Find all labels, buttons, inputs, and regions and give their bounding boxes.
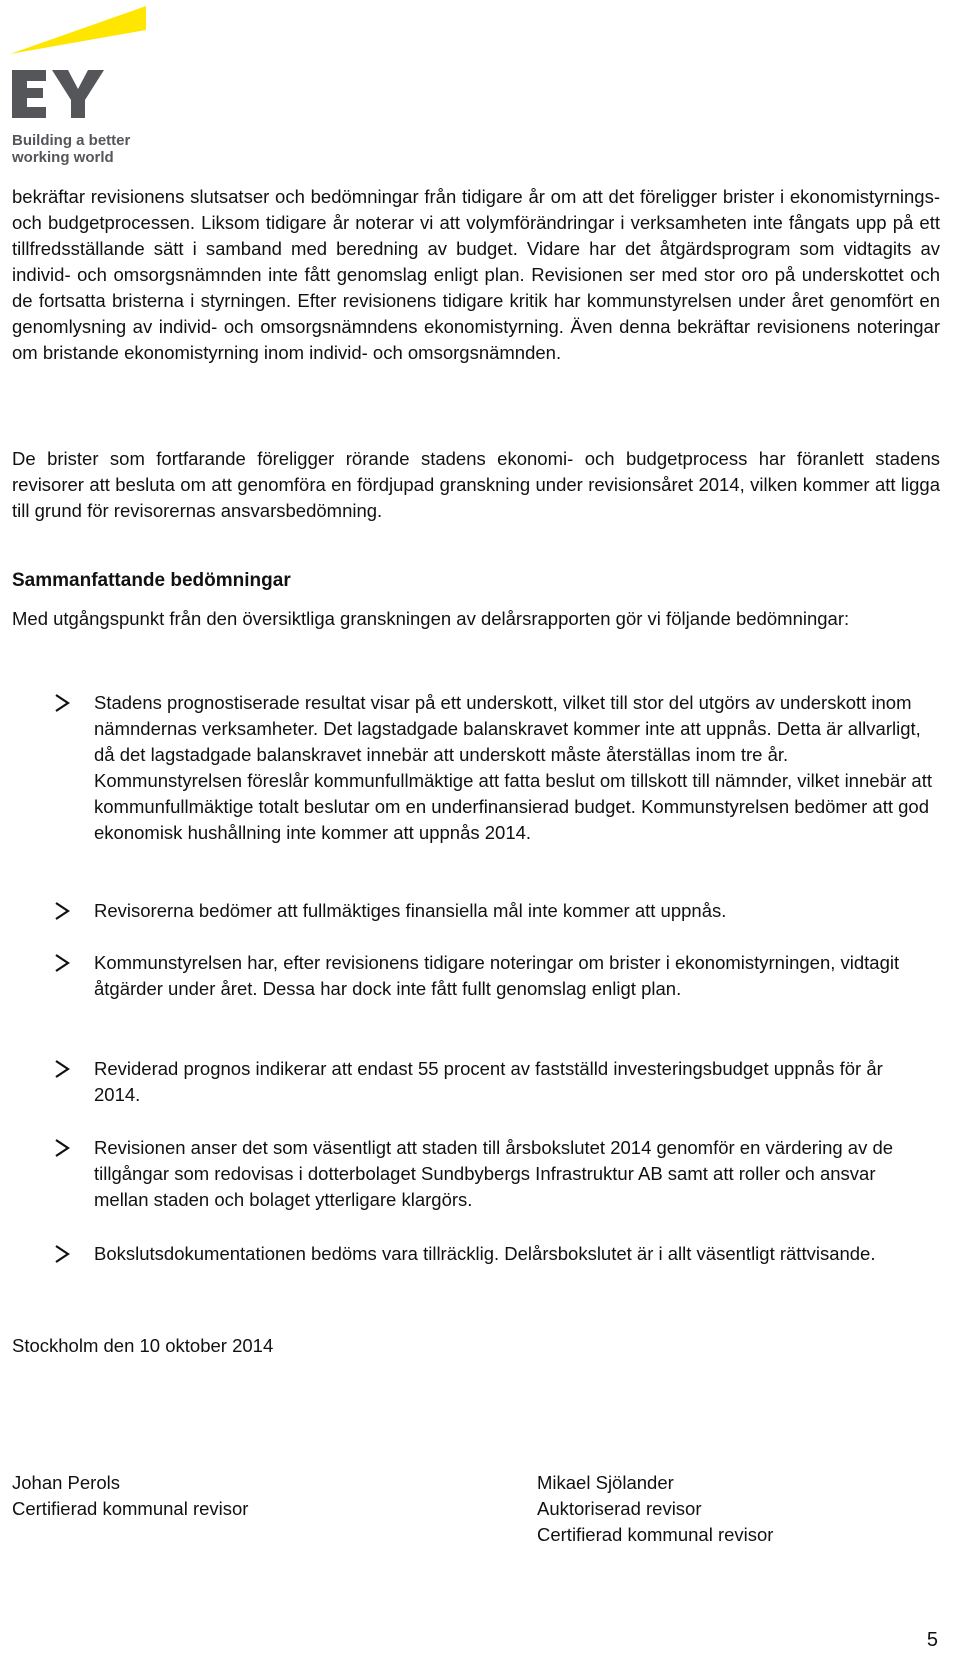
list-item-text: Revisorerna bedömer att fullmäktiges finansiella mål inte kommer att uppnås. (94, 900, 727, 921)
arrowhead-bullet-icon (54, 1060, 70, 1078)
ey-logo-mark (10, 4, 160, 124)
list-item-text: Reviderad prognos indikerar att endast 55 procent av fastställd investeringsbudget uppnås för år 2014. (94, 1058, 883, 1105)
list-item-text: Kommunstyrelsen har, efter revisionens tidigare noteringar om brister i ekonomistyrningen, vidtagit åtgärder under året. Dessa har dock inte fått fullt genomslag enligt plan. (94, 952, 900, 999)
ey-tagline-line2: working world (12, 149, 114, 166)
signatory-title: Certifierad kommunal revisor (537, 1524, 774, 1545)
ey-logo-letter-y (52, 70, 104, 118)
list-item-text: Stadens prognostiserade resultat visar på ett underskott, vilket till stor del utgörs av underskott inom nämndernas verksamheter. Det lagstadgade balanskravet kommer inte att uppnås. Detta är allvarligt, då det lagstadgade balanskravet innebär att underskott måste återställas inom tre år. Kommunstyrelsen föreslår kommunfullmäktige att fatta beslut om tillskott till nämnder, vilket innebär att kommunfullmäktige totalt beslutar om en underfinansierad budget. Kommunstyrelsen bedömer att god ekonomisk hushållning inte kommer att uppnås 2014. (94, 692, 932, 843)
arrowhead-bullet-icon (54, 1245, 70, 1263)
list-item-text: Bokslutsdokumentationen bedöms vara tillräcklig. Delårsbokslutet är i allt väsentligt rättvisande. (94, 1243, 876, 1264)
ey-tagline-line1: Building a better (12, 132, 131, 149)
list-item-text: Revisionen anser det som väsentligt att staden till årsbokslutet 2014 genomför en värdering av de tillgångar som redovisas i dotterbolaget Sundbybergs Infrastruktur AB samt att roller och ansvar mellan staden och bolaget ytterligare klargörs. (94, 1137, 894, 1210)
ey-logo (10, 4, 160, 168)
arrowhead-bullet-icon (54, 694, 70, 712)
ey-logo-tagline (12, 132, 130, 166)
ey-logo-beam (10, 6, 146, 54)
signatory-name: Johan Perols (12, 1472, 120, 1493)
summary-intro: Med utgångspunkt från den översiktliga granskningen av delårsrapporten gör vi följande bedömningar: (12, 608, 850, 629)
list-item (58, 1241, 938, 1267)
ey-logo-graphic (10, 4, 160, 124)
list-item (58, 690, 938, 846)
place-date: Stockholm den 10 oktober 2014 (12, 1335, 274, 1356)
signatory-name: Mikael Sjölander (537, 1472, 674, 1493)
list-item (58, 1056, 938, 1108)
page-number: 5 (926, 1629, 938, 1651)
signatory-title: Auktoriserad revisor (537, 1498, 702, 1519)
summary-heading: Sammanfattande bedömningar (12, 570, 291, 591)
arrowhead-bullet-icon (54, 1139, 70, 1157)
body-paragraph-1: bekräftar revisionens slutsatser och bedömningar från tidigare år om att det föreligger brister i ekonomistyrnings- och budgetprocessen. Liksom tidigare år noterar vi att volymförändringar i verksamheten inte fångats upp på ett tillfredsställande sätt i samband med beredning av budget. Vidare har det åtgärdsprogram som vidtagits av individ- och omsorgsnämnden inte fått genomslag enligt plan. Revisionen ser med stor oro på underskottet och de fortsatta bristerna i styrningen. Efter revisionens tidigare kritik har kommunstyrelsen under året genomfört en genomlysning av individ- och omsorgsnämndens ekonomistyrning. Även denna bekräftar revisionens noteringar om bristande ekonomistyrning inom individ- och omsorgsnämnden. (12, 186, 940, 363)
signatory-title: Certifierad kommunal revisor (12, 1498, 249, 1519)
arrowhead-bullet-icon (54, 902, 70, 920)
list-item (58, 950, 938, 1002)
list-item (58, 898, 938, 924)
list-item (58, 1135, 938, 1213)
body-paragraph-2: De brister som fortfarande föreligger rörande stadens ekonomi- och budgetprocess har föranlett stadens revisorer att besluta om att genomföra en fördjupad granskning under revisionsåret 2014, vilken kommer att ligga till grund för revisorernas ansvarsbedömning. (12, 448, 940, 521)
signature-block-left (12, 1470, 248, 1522)
arrowhead-bullet-icon (54, 954, 70, 972)
ey-logo-letter-e (12, 70, 46, 118)
signature-block-right (537, 1470, 773, 1548)
